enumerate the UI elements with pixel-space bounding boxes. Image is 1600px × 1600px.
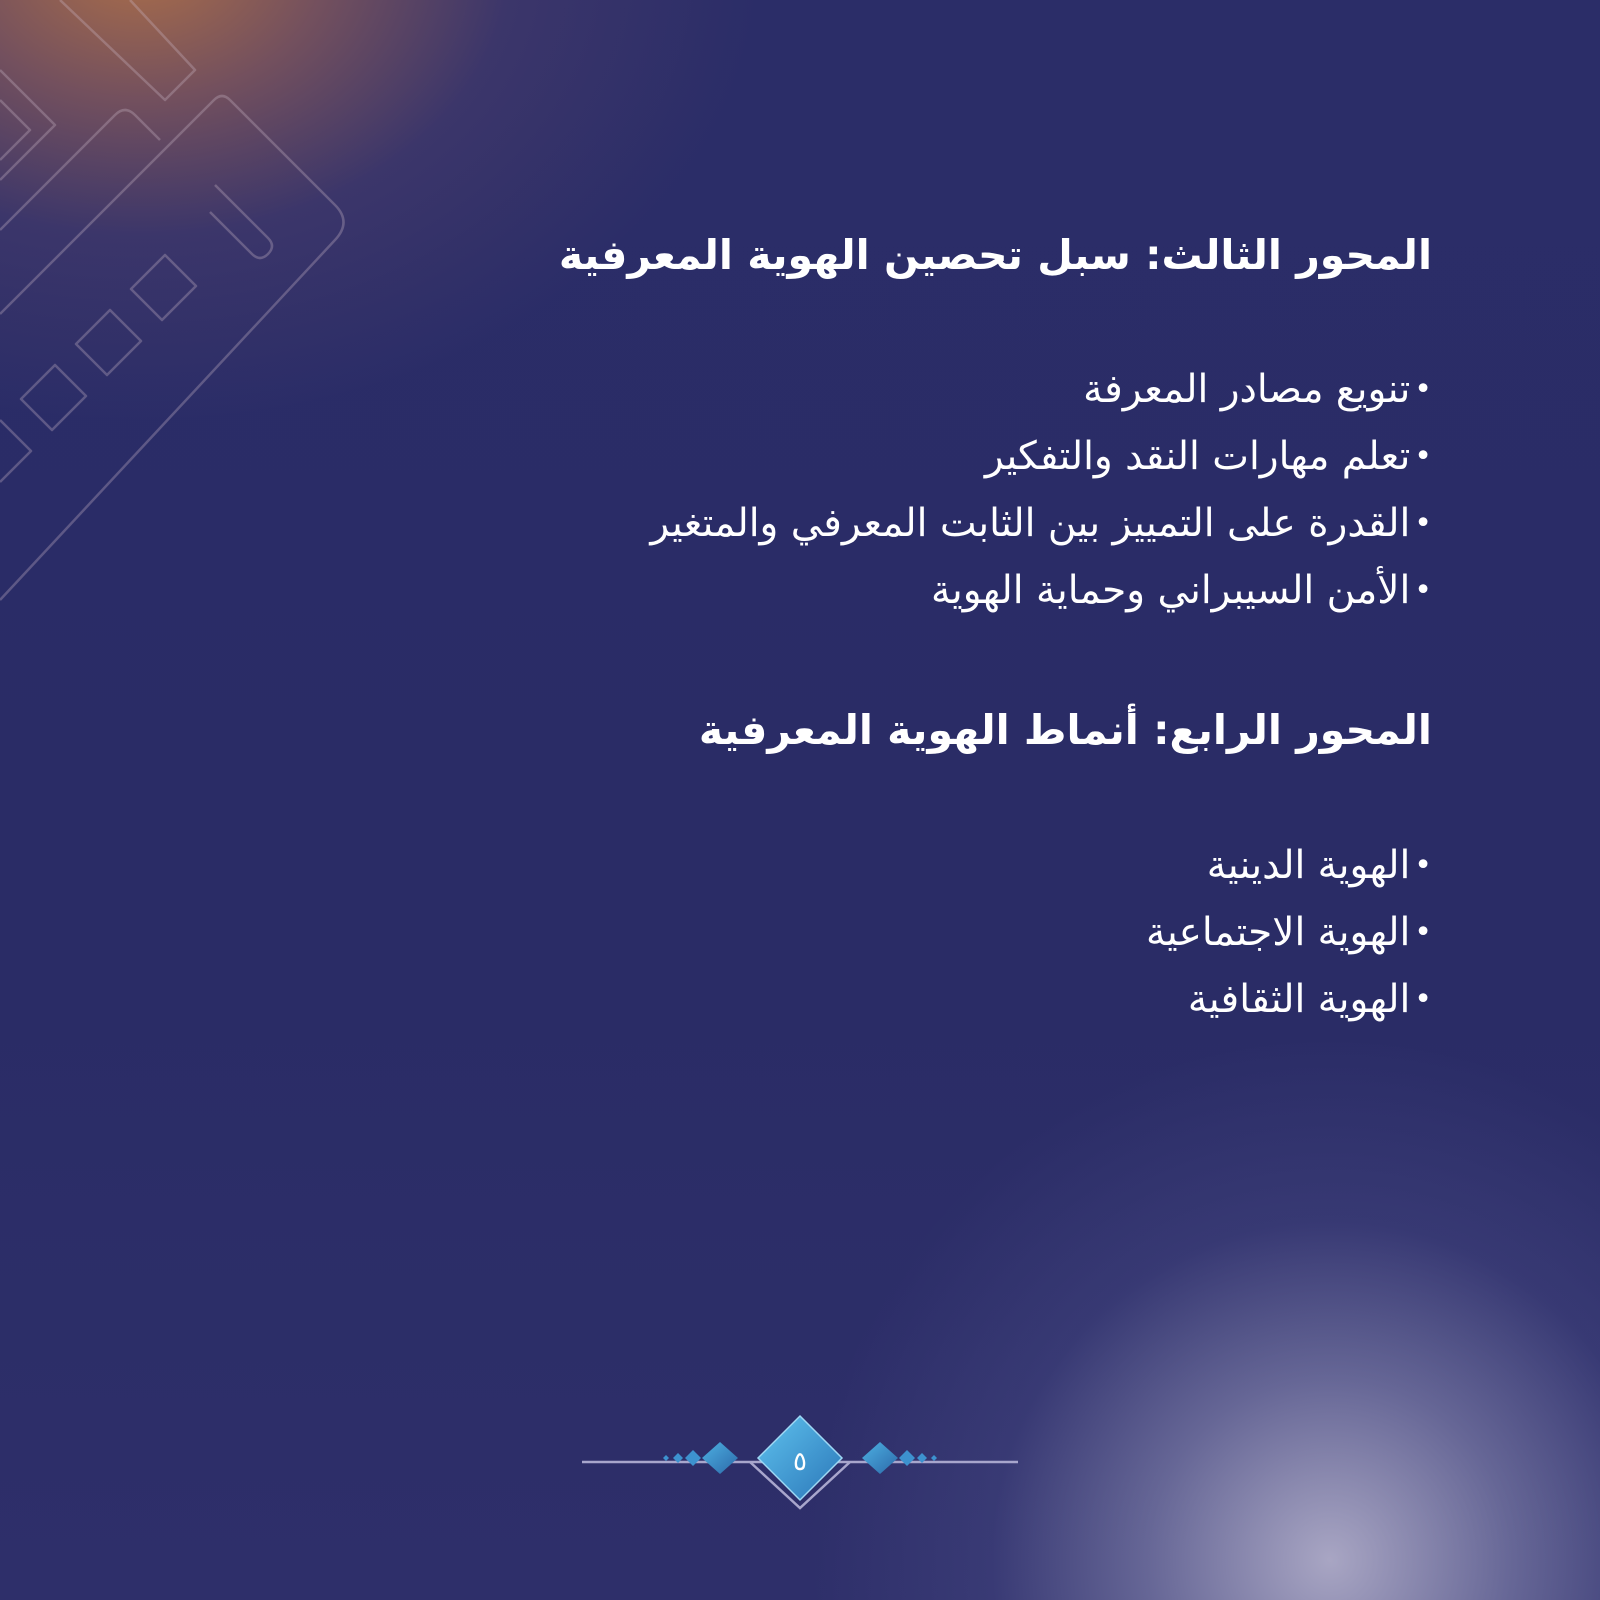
bullet-icon: • (1414, 982, 1432, 1017)
list-item-text: القدرة على التمييز بين الثابت المعرفي والمتغير (650, 501, 1411, 546)
section-four-title: المحور الرابع: أنماط الهوية المعرفية (698, 706, 1432, 754)
bullet-icon: • (1414, 506, 1432, 541)
bullet-icon: • (1414, 439, 1432, 474)
section-three-title: المحور الثالث: سبل تحصين الهوية المعرفية (558, 231, 1432, 279)
list-item-text: الهوية الثقافية (1187, 977, 1411, 1022)
list-item (650, 423, 1432, 490)
list-item-text: تعلم مهارات النقد والتفكير (984, 434, 1411, 479)
section-three-list (650, 356, 1432, 624)
list-item-text: تنويع مصادر المعرفة (1083, 367, 1411, 412)
bullet-icon: • (1414, 372, 1432, 407)
bullet-icon: • (1414, 915, 1432, 950)
page-number: ٥ (793, 1447, 807, 1477)
list-item (650, 557, 1432, 624)
list-item-text: الهوية الدينية (1206, 843, 1411, 888)
bullet-icon: • (1414, 848, 1432, 883)
list-item (650, 490, 1432, 557)
corner-decoration-icon (0, 0, 380, 620)
list-item (1146, 899, 1432, 966)
list-item (1146, 966, 1432, 1033)
bullet-icon: • (1414, 573, 1432, 608)
list-item (650, 356, 1432, 423)
list-item-text: الأمن السيبراني وحماية الهوية (930, 568, 1411, 613)
list-item-text: الهوية الاجتماعية (1145, 910, 1411, 955)
section-four-list (1146, 832, 1432, 1033)
list-item (1146, 832, 1432, 899)
